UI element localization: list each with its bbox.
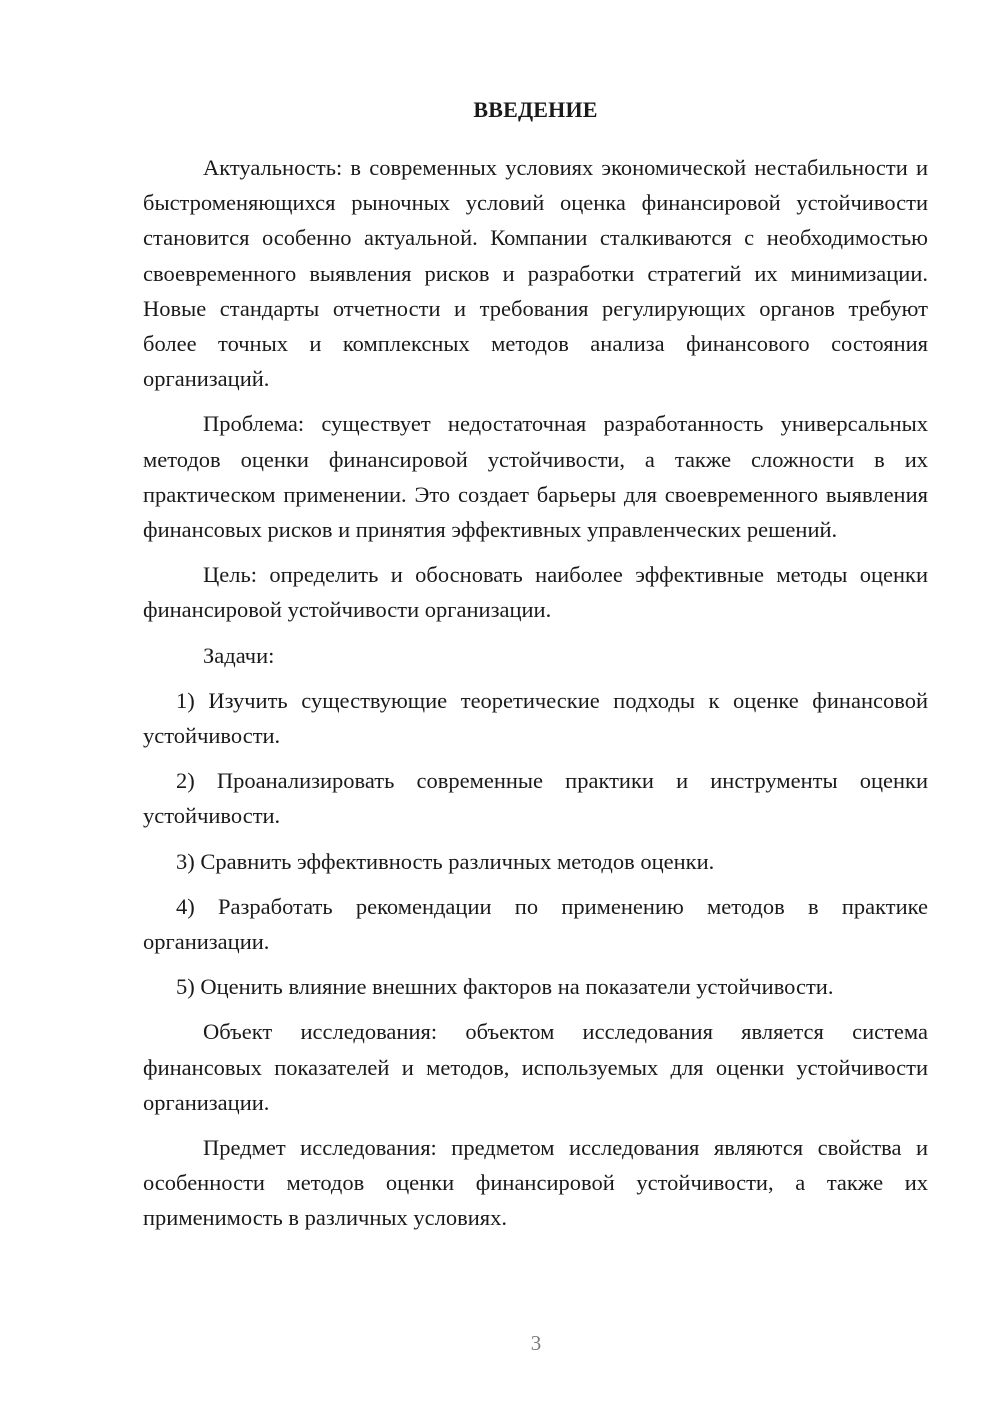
task-item-2: 2) Проанализировать современные практики и инструменты оценки устойчивости.: [143, 768, 928, 829]
paragraph-subject: Предмет исследования: предметом исследования являются свойства и особенности методов оценки финансировой устойчивости, а также их применимость в различных условиях.: [143, 1135, 928, 1231]
task-item-5: 5) Оценить влияние внешних факторов на показатели устойчивости.: [176, 974, 834, 1000]
paragraph-goal: Цель: определить и обосновать наиболее эффективные методы оценки финансировой устойчивости организации.: [143, 562, 928, 623]
section-title: ВВЕДЕНИЕ: [473, 97, 598, 122]
task-item-4: 4) Разработать рекомендации по применению методов в практике организации.: [143, 893, 928, 955]
page-number: 3: [530, 1331, 542, 1355]
paragraph-problem: Проблема: существует недостаточная разработанность универсальных методов оценки финансировой устойчивости, а также сложности в их практическом применении. Это создает барьеры для своевременного выявления финансовых рисков и принятия эффективных управленческих решений.: [143, 411, 928, 543]
task-item-1: 1) Изучить существующие теоретические подходы к оценке финансовой устойчивости.: [143, 687, 928, 749]
document-body: [143, 92, 928, 1246]
task-item-3: 3) Сравнить эффективность различных методов оценки.: [176, 848, 715, 874]
tasks-heading: Задачи:: [203, 642, 275, 668]
paragraph-relevance: Актуальность: в современных условиях экономической нестабильности и быстроменяющихся рыночных условий оценка финансировой устойчивости становится особенно актуальной. Компании сталкиваются с необходимостью своевременного выявления рисков и разработки стратегий их минимизации. Новые стандарты отчетности и требования регулирующих органов требуют более точных и комплексных методов анализа финансового состояния организаций.: [143, 155, 928, 392]
paragraph-object: Объект исследования: объектом исследования является система финансовых показателей и методов, используемых для оценки устойчивости организации.: [143, 1019, 928, 1115]
